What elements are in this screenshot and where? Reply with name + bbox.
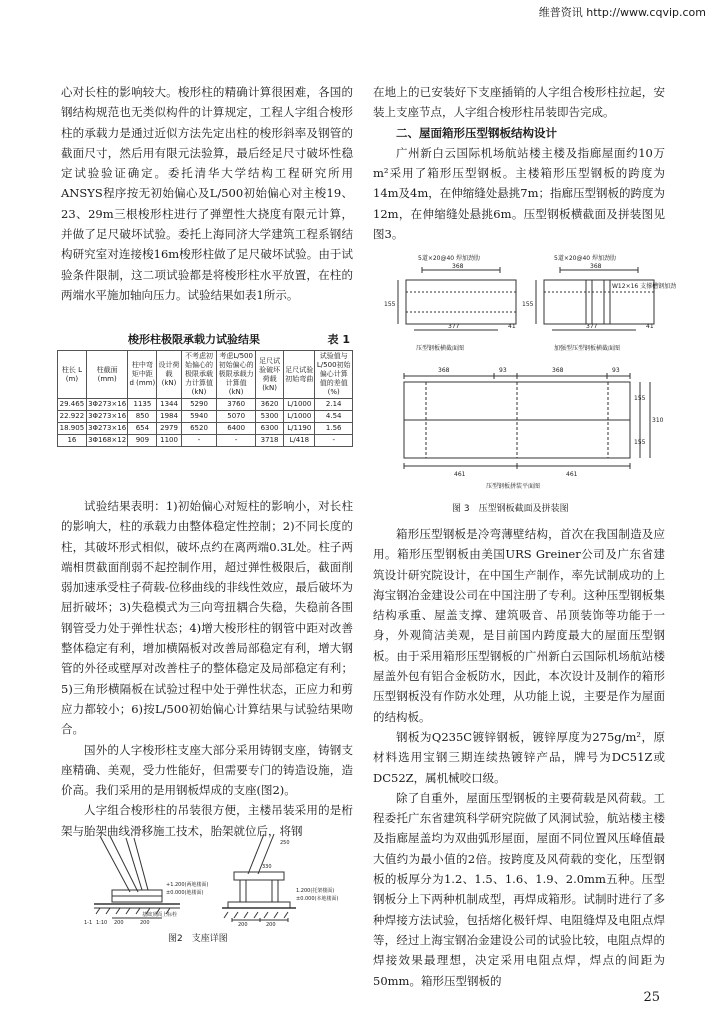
table-header-cell: 不考虑初始偏心的极限承载力计算值 (kN) (181, 351, 217, 399)
table-header-cell: 试验值与L/500初始偏心计算值的差值 (%) (315, 351, 353, 399)
right-column-bottom (373, 524, 665, 991)
table-number: 表 1 (327, 333, 350, 346)
table-header-cell: 足尺试验破坏荷载 (kN) (256, 351, 284, 399)
fig3-dim: 377 (448, 323, 460, 330)
right-paragraph-4: 钢板为Q235C镀锌钢板，镀锌厚度为275g/m²，原材料选用宝钢三期连续热镀锌产品，牌号为DC51Z或DC52Z，属机械咬口级。 (373, 729, 665, 785)
fig2-label-dim: 200 (114, 920, 124, 926)
table-cell: 2.14 (315, 399, 353, 411)
test-results-table (57, 350, 353, 447)
fig3-dim: 93 (499, 367, 507, 374)
table-cell: 4.54 (315, 411, 353, 423)
right-paragraph-2: 广州新白云国际机场航站楼主楼及指廊屋面约10万m²采用了箱形压型钢板。主楼箱形压型钢板的跨度为14m及4m，在伸缩缝处悬挑7m；指廊压型钢板的跨度为12m，在伸缩缝处悬挑6m。压型钢板横截面及拼装图见图3。 (373, 145, 665, 242)
right-paragraph-1: 在地上的已安装好下支座插销的人字组合梭形柱拉起，安装上支座节点，人字组合梭形柱吊装即告完成。 (373, 85, 665, 120)
table-title: 梭形柱极限承载力试验结果 (128, 333, 260, 346)
table-cell: 1.56 (315, 423, 353, 435)
fig3-dim: 155 (522, 301, 534, 308)
fig2-label-level-upper-right: 1.200(托架楼面) (296, 888, 335, 894)
left-paragraph-2: 试验结果表明：1)初始偏心对短柱的影响小，对长柱的影响大，柱的承载力由整体稳定性控制；2)不同长度的柱，其破坏形式相似，破坏点约在离两端0.3L处。柱子两端相贯截面削弱不起控制作用，超过弹性极限后，截面削弱加速承受柱子荷载-位移曲线的非线性效应，最后破坏为屈折破坏；3)失稳模式为三向弯扭耦合失稳，失稳前各围钢管受力处于弹性状态；4)增大梭形柱的钢管中距对改善整体稳定有利，增加横隔板对改善局部稳定有利，增大钢管的外径或壁厚对改善柱子的整体稳定及局部稳定有利；5)三角形横隔板在试验过程中处于弹性状态，正应力和剪应力都较小；6)按L/500初始偏心计算结果与试验结果吻合。 (61, 499, 353, 737)
table-row (58, 435, 353, 447)
table-row (58, 423, 353, 435)
fig2-label-level-zero: ±0.000(地楼面) (166, 890, 204, 896)
right-column-top (373, 82, 665, 244)
table-row (58, 399, 353, 411)
fig3-dim: 41 (508, 323, 516, 330)
table-cell: 5070 (217, 411, 256, 423)
table-cell: 5290 (181, 399, 217, 411)
fig3-dim: 368 (590, 263, 602, 270)
table-cell: - (217, 435, 256, 447)
table-cell: 6300 (256, 423, 284, 435)
site-header: 维普资讯 http://www.cqvip.com (538, 6, 706, 19)
table-header-cell: 柱长 L (m) (58, 351, 87, 399)
table-header-cell: 足尺试验初始弯曲 (284, 351, 315, 399)
fig3-dim: 155 (634, 439, 646, 446)
table-header-cell: 设计荷载 (kN) (157, 351, 181, 399)
table-cell: L/1000 (284, 399, 315, 411)
right-paragraph-5: 除了自重外，屋面压型钢板的主要荷载是风荷载。工程委托广东省建筑科学研究院做了风洞试验，航站楼主楼及指廊屋盖均为双曲弧形屋面，屋面不同位置风压峰值最大值约为最小值的2倍。按跨度及风荷载的变化，压型钢板的板厚分为1.2、1.5、1.6、1.9、2.0mm五种。压型钢板分上下两种机制成型，再焊成箱形。试制时进行了多种焊接方法试验，包括熔化极钎焊、电阻缝焊及电阻点焊等，经过上海宝钢冶金建设公司的试验比较，电阻点焊的焊接效果最理想，决定采用电阻点焊，焊点的间距为50mm。箱形压型钢板的 (373, 790, 665, 988)
table-cell: 3620 (256, 399, 284, 411)
fig2-label-foundation: 基础顶面上标栓 (142, 912, 178, 918)
table-cell: 3Φ273×16 (86, 411, 128, 423)
table-cell: 5300 (256, 411, 284, 423)
fig2-label-dim: 200 (266, 922, 276, 928)
fig3-dim: 368 (438, 367, 450, 374)
table-cell: 1100 (157, 435, 181, 447)
table-cell: 3Φ273×16 (86, 423, 128, 435)
fig3-note-c: W12×16 支撑槽钢加劲 (612, 283, 677, 290)
table-cell: 16 (58, 435, 87, 447)
table-cell: 3Φ273×16 (86, 399, 128, 411)
table-cell: - (181, 435, 217, 447)
left-paragraph-3: 国外的人字梭形柱支座大部分采用铸钢支座，铸钢支座精确、美观，受力性能好，但需要专门的铸造设施，造价高。我们采用的是用钢板焊成的支座(图2)。 (61, 742, 353, 798)
table-row (58, 411, 353, 423)
fig3-dim: 155 (634, 395, 646, 402)
table-cell: 5940 (181, 411, 217, 423)
table-cell: 3760 (217, 399, 256, 411)
fig2-label-scale: 1:10 (96, 920, 108, 926)
right-paragraph-3: 箱形压型钢板是冷弯薄壁结构，首次在我国制造及应用。箱形压型钢板由美国URS Greiner公司及广东省建筑设计研究院设计，在中国生产制作，率先试制成功的上海宝钢冶金建设公司在中国注册了专利。这种压型钢板集结构承重、屋盖支撑、建筑吸音、吊顶装饰等功能于一身，外观简洁美观，是目前国内跨度最大的屋面压型钢板。由于采用箱形压型钢板的广州新白云国际机场航站楼屋盖外包有铝合金板防水，因此，本次设计及制作的箱形压型钢板没有作防水处理，从功能上说，主要是作为屋面的结构板。 (373, 527, 665, 724)
fig3-dim: 368 (452, 263, 464, 270)
table-cell: 1344 (157, 399, 181, 411)
table-header-cell: 考虑L/500初始偏心的极限承载力计算值 (kN) (217, 351, 256, 399)
table-header-row (58, 351, 353, 399)
left-column-top (61, 82, 353, 305)
fig3-dim: 93 (612, 367, 620, 374)
table-cell: 1135 (128, 399, 157, 411)
fig3-dim: 41 (646, 323, 654, 330)
fig3-dim: 461 (566, 471, 578, 478)
table-header-cell: 柱截面 (mm) (86, 351, 128, 399)
fig3-subcaption-c: 压型钢板拼装平面图 (486, 483, 541, 490)
left-paragraph-4: 人字组合梭形柱的吊装很方便，主楼吊装采用的是桁架与胎架曲线滑移施工技术，胎架就位后，将钢 (61, 803, 353, 838)
figure-2-caption: 图2 支座详图 (168, 934, 228, 944)
table-cell: 29.465 (58, 399, 87, 411)
table-cell: 1984 (157, 411, 181, 423)
fig2-label-dim: 200 (140, 920, 150, 926)
fig3-dim: 310 (652, 417, 664, 424)
table-cell: 6400 (217, 423, 256, 435)
left-column-bottom (61, 496, 353, 841)
table-cell: 3718 (256, 435, 284, 447)
fig2-label-level-zero-right: ±0.000(本地楼面) (296, 896, 339, 902)
fig3-subcaption-b: 加强型压型钢板横截面图 (554, 345, 621, 352)
left-paragraph-1: 心对长柱的影响较大。梭形柱的精确计算很困难，各国的钢结构规范也无类似构件的计算规定，工程人字组合梭形柱的承载力是通过近似方法先定出柱的梭形斜率及钢管的截面尺寸，然后用有限元法验算，最后经足尺寸破坏性稳定试验验证确定。委托清华大学结构工程研究所用ANSYS程序按无初始偏心及L/500初始偏心对主梭19、23、29m三根梭形柱进行了弹塑性大挠度有限元计算，并做了足尺破坏试验。委托上海同济大学建筑工程系钢结构研究室对连接梭16m梭形柱做了足尺破坏试验。由于试验条件限制，这二项试验都是将梭形柱水平放置，在柱的两端水平施加轴向压力。试验结果如表1所示。 (61, 85, 353, 302)
fig3-subcaption-a: 压型钢板横截面图 (416, 345, 465, 352)
table-cell: 2979 (157, 423, 181, 435)
fig2-label-dim: 330 (262, 864, 272, 870)
table-cell: 3Φ168×12 (86, 435, 128, 447)
fig2-label-dim: 250 (280, 840, 290, 846)
table-cell: 654 (128, 423, 157, 435)
fig3-note-b: 5道×20@40 焊加劲肋 (554, 255, 617, 262)
table-cell: L/1190 (284, 423, 315, 435)
page-number: 25 (643, 990, 660, 1005)
table-cell: L/1000 (284, 411, 315, 423)
table-cell: 909 (128, 435, 157, 447)
fig3-note-a: 5道×20@40 焊加劲肋 (418, 255, 481, 262)
fig2-label-section: 1-1 (84, 920, 93, 926)
fig3-dim: 155 (384, 301, 396, 308)
table-cell: L/418 (284, 435, 315, 447)
table-cell: - (315, 435, 353, 447)
table-cell: 18.905 (58, 423, 87, 435)
table-cell: 6520 (181, 423, 217, 435)
support-detail-drawing (82, 834, 344, 926)
deck-section-drawing (378, 252, 677, 492)
table-header-cell: 柱中弯矩中距 d (mm) (128, 351, 157, 399)
fig2-label-level-upper: +1.200(两地楼面) (166, 882, 209, 888)
section-heading: 二、屋面箱形压型钢板结构设计 (396, 125, 557, 140)
figure-3-caption: 图 3 压型钢板截面及拼装图 (452, 504, 569, 514)
fig2-label-dim: 200 (238, 922, 248, 928)
table-cell: 850 (128, 411, 157, 423)
fig3-dim: 368 (552, 367, 564, 374)
table-cell: 22.922 (58, 411, 87, 423)
fig3-dim: 377 (586, 323, 598, 330)
fig3-dim: 461 (454, 471, 466, 478)
